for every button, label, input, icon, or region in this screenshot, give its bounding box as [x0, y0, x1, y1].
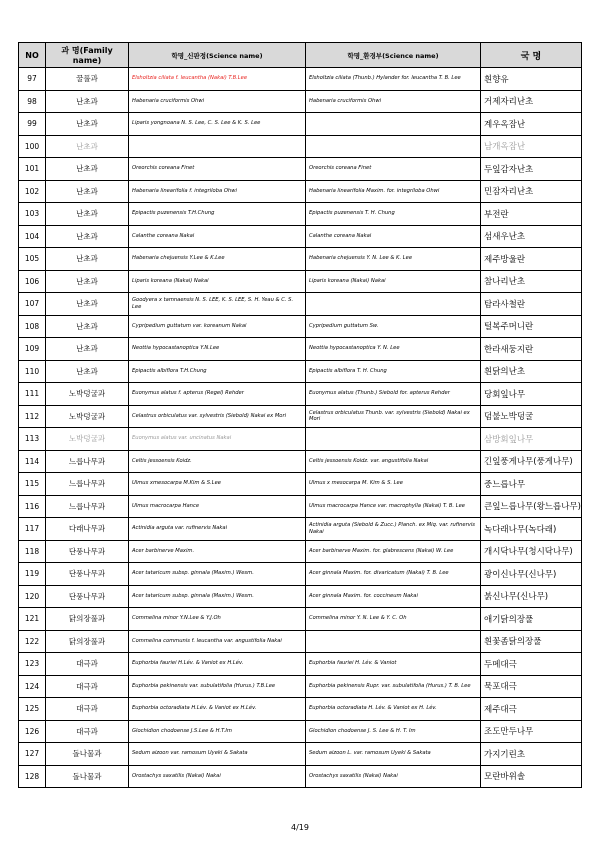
table-body — [19, 68, 582, 788]
table-row — [19, 270, 582, 293]
cell-no: 103 — [19, 203, 46, 226]
cell-korean-name: 녹다래나무(녹다래) — [481, 518, 582, 541]
cell-no: 102 — [19, 180, 46, 203]
cell-family: 노박덩굴과 — [46, 383, 129, 406]
cell-no: 123 — [19, 653, 46, 676]
cell-sci-name-1: Ulmus macrocarpa Hance — [129, 495, 306, 518]
cell-sci-name-1: Orostachys saxatilis (Nakai) Nakai — [129, 765, 306, 788]
cell-korean-name: 삼방회잎나무 — [481, 428, 582, 451]
table-row — [19, 68, 582, 91]
table-row — [19, 180, 582, 203]
cell-sci-name-1: Celtis jessoensis Koidz. — [129, 450, 306, 473]
cell-no: 115 — [19, 473, 46, 496]
cell-family: 난초과 — [46, 338, 129, 361]
cell-sci-name-1: Ulmus xmesocarpa M.Kim & S.Lee — [129, 473, 306, 496]
cell-no: 128 — [19, 765, 46, 788]
cell-sci-name-1: Glochidion chodoense J.S.Lee & H.T.Im — [129, 720, 306, 743]
cell-sci-name-2: Acer ginnala Maxim. for. divaricatum (Nakai) T. B. Lee — [306, 563, 481, 586]
cell-sci-name-2: Euonymus alatus (Thunb.) Siebold for. apterus Rehder — [306, 383, 481, 406]
cell-family: 난초과 — [46, 293, 129, 316]
cell-sci-name-2: Ulmus x mesocarpa M. Kim & S. Lee — [306, 473, 481, 496]
cell-sci-name-2: Ulmus macrocarpa Hance var. macrophylla (Nakai) T. B. Lee — [306, 495, 481, 518]
cell-sci-name-2: Oreorchis coreana Finet — [306, 158, 481, 181]
cell-no: 117 — [19, 518, 46, 541]
cell-family: 느릅나무과 — [46, 450, 129, 473]
species-table — [18, 42, 582, 788]
cell-sci-name-2: Habenaria linearifolia Maxim. for. integriloba Ohwi — [306, 180, 481, 203]
cell-korean-name: 중느릅나무 — [481, 473, 582, 496]
cell-sci-name-2: Acer barbinerve Maxim. for. glabrescens (Nakai) W. Lee — [306, 540, 481, 563]
header-sci-name-1: 학명_신판정(Science name) — [129, 43, 306, 68]
cell-korean-name: 부전란 — [481, 203, 582, 226]
cell-no: 124 — [19, 675, 46, 698]
cell-korean-name: 섬새우난초 — [481, 225, 582, 248]
table-row — [19, 450, 582, 473]
table-row — [19, 203, 582, 226]
page-number: 4/19 — [291, 823, 309, 832]
cell-korean-name: 광이신나무(신나무) — [481, 563, 582, 586]
cell-family: 돌나물과 — [46, 765, 129, 788]
cell-sci-name-2: Euphorbia octoradiata H. Lév. & Vaniot ex H. Lév. — [306, 698, 481, 721]
cell-no: 97 — [19, 68, 46, 91]
cell-sci-name-2: Celastrus orbiculatus Thunb. var. sylvestris (Siebold) Nakai ex Mori — [306, 405, 481, 428]
cell-sci-name-1: Euonymus alatus var. uncinatus Nakai — [129, 428, 306, 451]
cell-no: 112 — [19, 405, 46, 428]
cell-sci-name-1: Euphorbia pekinensis var. subulatifolia (Hurus.) T.B.Lee — [129, 675, 306, 698]
cell-no: 106 — [19, 270, 46, 293]
cell-family: 다래나무과 — [46, 518, 129, 541]
cell-sci-name-1: Actinidia arguta var. rufinervis Nakai — [129, 518, 306, 541]
cell-family: 난초과 — [46, 113, 129, 136]
cell-no: 116 — [19, 495, 46, 518]
table-row — [19, 383, 582, 406]
cell-korean-name: 개시닥나무(청시닥나무) — [481, 540, 582, 563]
cell-korean-name: 가지기린초 — [481, 743, 582, 766]
cell-no: 125 — [19, 698, 46, 721]
cell-sci-name-2: Acer ginnala Maxim. for. coccineum Nakai — [306, 585, 481, 608]
cell-family: 난초과 — [46, 90, 129, 113]
cell-korean-name: 두메대극 — [481, 653, 582, 676]
cell-korean-name: 두잎감자난초 — [481, 158, 582, 181]
table-row — [19, 90, 582, 113]
cell-sci-name-1: Commelina communis f. leucantha var. angustifolia Nakai — [129, 630, 306, 653]
cell-no: 120 — [19, 585, 46, 608]
cell-sci-name-2: Cypripedium guttatum Sw. — [306, 315, 481, 338]
cell-sci-name-2: Celtis jessoensis Koidz. var. angustifolia Nakai — [306, 450, 481, 473]
cell-sci-name-1: Habenaria chejuensis Y.Lee & K.Lee — [129, 248, 306, 271]
cell-family: 난초과 — [46, 180, 129, 203]
cell-korean-name: 참나리난초 — [481, 270, 582, 293]
cell-sci-name-2: Epipactis puzenensis T. H. Chung — [306, 203, 481, 226]
cell-sci-name-1: Habenaria linearifolia f. integriloba Ohwi — [129, 180, 306, 203]
cell-sci-name-1: Epipactis puzenensis T.H.Chung — [129, 203, 306, 226]
cell-family: 난초과 — [46, 225, 129, 248]
cell-family: 난초과 — [46, 203, 129, 226]
table-row — [19, 428, 582, 451]
cell-no: 99 — [19, 113, 46, 136]
cell-sci-name-1: Calanthe coreana Nakai — [129, 225, 306, 248]
cell-no: 101 — [19, 158, 46, 181]
cell-family: 난초과 — [46, 315, 129, 338]
cell-family: 난초과 — [46, 360, 129, 383]
cell-no: 100 — [19, 135, 46, 158]
table-row — [19, 225, 582, 248]
cell-family: 난초과 — [46, 135, 129, 158]
cell-korean-name: 흰향유 — [481, 68, 582, 91]
header-family: 과 명(Family name) — [46, 43, 129, 68]
cell-korean-name: 흰꽃좀닭의장풀 — [481, 630, 582, 653]
cell-family: 꿀풀과 — [46, 68, 129, 91]
cell-sci-name-1 — [129, 135, 306, 158]
cell-sci-name-2: Euphorbia pekinensis Rupr. var. subulatifolia (Hurus.) T. B. Lee — [306, 675, 481, 698]
cell-no: 121 — [19, 608, 46, 631]
cell-sci-name-1: Euonymus alatus f. apterus (Regel) Rehder — [129, 383, 306, 406]
table-row — [19, 405, 582, 428]
table-row — [19, 315, 582, 338]
cell-sci-name-1: Commelina minor Y.N.Lee & Y.J.Oh — [129, 608, 306, 631]
cell-sci-name-2: Orostachys saxatilis (Nakai) Nakai — [306, 765, 481, 788]
cell-family: 단풍나무과 — [46, 585, 129, 608]
cell-sci-name-2: Habenaria cruciformis Ohwi — [306, 90, 481, 113]
table-row — [19, 473, 582, 496]
cell-sci-name-2: Actinidia arguta (Siebold & Zucc.) Planch. ex Miq. var. rufinervis Nakai — [306, 518, 481, 541]
cell-sci-name-1: Liparis koreana (Nakai) Nakai — [129, 270, 306, 293]
cell-korean-name: 털복주머니란 — [481, 315, 582, 338]
table-row — [19, 653, 582, 676]
cell-sci-name-2: Elsholtzia ciliata (Thunb.) Hylander for. leucantha T. B. Lee — [306, 68, 481, 91]
cell-no: 107 — [19, 293, 46, 316]
cell-no: 119 — [19, 563, 46, 586]
cell-korean-name: 남개옥잠난 — [481, 135, 582, 158]
cell-family: 난초과 — [46, 270, 129, 293]
table-row — [19, 563, 582, 586]
cell-no: 114 — [19, 450, 46, 473]
cell-korean-name: 탐라사철란 — [481, 293, 582, 316]
table-row — [19, 608, 582, 631]
cell-no: 122 — [19, 630, 46, 653]
cell-family: 돌나물과 — [46, 743, 129, 766]
cell-family: 대극과 — [46, 698, 129, 721]
cell-family: 단풍나무과 — [46, 540, 129, 563]
cell-sci-name-1: Neottia hypocastanoptica Y.N.Lee — [129, 338, 306, 361]
table-row — [19, 135, 582, 158]
cell-no: 113 — [19, 428, 46, 451]
cell-family: 느릅나무과 — [46, 495, 129, 518]
cell-sci-name-2 — [306, 428, 481, 451]
header-korean-name: 국 명 — [481, 43, 582, 68]
cell-family: 대극과 — [46, 720, 129, 743]
cell-sci-name-1: Acer tataricum subsp. ginnala (Maxim.) Wesm. — [129, 585, 306, 608]
table-row — [19, 585, 582, 608]
table-row — [19, 293, 582, 316]
cell-korean-name: 큰잎느릅나무(왕느릅나무) — [481, 495, 582, 518]
cell-sci-name-2: Commelina minor Y. N. Lee & Y. C. Oh — [306, 608, 481, 631]
table-row — [19, 720, 582, 743]
cell-no: 109 — [19, 338, 46, 361]
cell-korean-name: 제주대극 — [481, 698, 582, 721]
cell-sci-name-1: Sedum aizoon var. ramosum Uyeki & Sakata — [129, 743, 306, 766]
cell-sci-name-2: Liparis koreana (Nakai) Nakai — [306, 270, 481, 293]
cell-korean-name: 흰닭의난초 — [481, 360, 582, 383]
table-row — [19, 540, 582, 563]
cell-no: 104 — [19, 225, 46, 248]
cell-family: 노박덩굴과 — [46, 428, 129, 451]
cell-no: 110 — [19, 360, 46, 383]
cell-family: 닭의장풀과 — [46, 608, 129, 631]
table-row — [19, 698, 582, 721]
cell-sci-name-1: Acer tataricum subsp. ginnala (Maxim.) Wesm. — [129, 563, 306, 586]
cell-sci-name-2: Euphorbia fauriei H. Lév. & Vaniot — [306, 653, 481, 676]
cell-korean-name: 당회잎나무 — [481, 383, 582, 406]
table-header-row — [19, 43, 582, 68]
cell-family: 난초과 — [46, 248, 129, 271]
table-row — [19, 630, 582, 653]
cell-no: 105 — [19, 248, 46, 271]
cell-family: 노박덩굴과 — [46, 405, 129, 428]
cell-sci-name-1: Euphorbia octoradiata H.Lév. & Vaniot ex H.Lév. — [129, 698, 306, 721]
cell-family: 대극과 — [46, 675, 129, 698]
cell-no: 126 — [19, 720, 46, 743]
cell-korean-name: 모란바위솔 — [481, 765, 582, 788]
cell-korean-name: 민잠자리난초 — [481, 180, 582, 203]
cell-family: 난초과 — [46, 158, 129, 181]
cell-sci-name-2: Habenaria chejuensis Y. N. Lee & K. Lee — [306, 248, 481, 271]
cell-sci-name-1: Goodyera x tamnaensis N. S. LEE, K. S. LEE, S. H. Yeau & C. S. Lee — [129, 293, 306, 316]
cell-sci-name-2 — [306, 293, 481, 316]
table-row — [19, 518, 582, 541]
cell-no: 127 — [19, 743, 46, 766]
cell-no: 111 — [19, 383, 46, 406]
cell-sci-name-1: Acer barbinerve Maxim. — [129, 540, 306, 563]
cell-sci-name-1: Elsholtzia ciliata f. leucantha (Nakai) T.B.Lee — [129, 68, 306, 91]
header-no: NO — [19, 43, 46, 68]
cell-sci-name-2 — [306, 135, 481, 158]
table-row — [19, 248, 582, 271]
table-row — [19, 360, 582, 383]
cell-no: 108 — [19, 315, 46, 338]
header-sci-name-2: 학명_환경부(Science name) — [306, 43, 481, 68]
cell-korean-name: 애기닭의장풀 — [481, 608, 582, 631]
cell-korean-name: 덤불노박덩굴 — [481, 405, 582, 428]
table-row — [19, 675, 582, 698]
table-row — [19, 495, 582, 518]
cell-family: 느릅나무과 — [46, 473, 129, 496]
cell-korean-name: 한라새둥지란 — [481, 338, 582, 361]
cell-sci-name-2: Calanthe coreana Nakai — [306, 225, 481, 248]
cell-korean-name: 묵포대극 — [481, 675, 582, 698]
cell-sci-name-2 — [306, 113, 481, 136]
species-table-container — [18, 42, 581, 788]
cell-korean-name: 붉신나무(신나무) — [481, 585, 582, 608]
cell-no: 118 — [19, 540, 46, 563]
cell-sci-name-1: Habenaria cruciformis Ohwi — [129, 90, 306, 113]
cell-sci-name-1: Oreorchis coreana Finet — [129, 158, 306, 181]
cell-sci-name-2: Neottia hypocastanoptica Y. N. Lee — [306, 338, 481, 361]
cell-sci-name-2: Epipactis albiflora T. H. Chung — [306, 360, 481, 383]
table-row — [19, 338, 582, 361]
cell-sci-name-1: Liparis yongnoana N. S. Lee, C. S. Lee & K. S. Lee — [129, 113, 306, 136]
table-row — [19, 743, 582, 766]
table-row — [19, 765, 582, 788]
cell-sci-name-1: Epipactis albiflora T.H.Chung — [129, 360, 306, 383]
cell-family: 대극과 — [46, 653, 129, 676]
cell-sci-name-1: Euphorbia fauriei H.Lév. & Vaniot ex H.Lév. — [129, 653, 306, 676]
cell-sci-name-1: Cypripedium guttatum var. koreanum Nakai — [129, 315, 306, 338]
cell-korean-name: 조도만두나무 — [481, 720, 582, 743]
cell-sci-name-2: Glochidion chodoense J. S. Lee & H. T. Im — [306, 720, 481, 743]
cell-sci-name-1: Celastrus orbiculatus var. sylvestris (Siebold) Nakai ex Mori — [129, 405, 306, 428]
table-row — [19, 158, 582, 181]
cell-family: 닭의장풀과 — [46, 630, 129, 653]
cell-family: 단풍나무과 — [46, 563, 129, 586]
cell-korean-name: 제주방울란 — [481, 248, 582, 271]
cell-korean-name: 거제자리난초 — [481, 90, 582, 113]
cell-sci-name-2: Sedum aizoon L. var. ramosum Uyeki & Sakata — [306, 743, 481, 766]
cell-korean-name: 긴잎풍게나무(풍게나무) — [481, 450, 582, 473]
cell-korean-name: 계우옥잠난 — [481, 113, 582, 136]
table-row — [19, 113, 582, 136]
cell-no: 98 — [19, 90, 46, 113]
cell-sci-name-2 — [306, 630, 481, 653]
